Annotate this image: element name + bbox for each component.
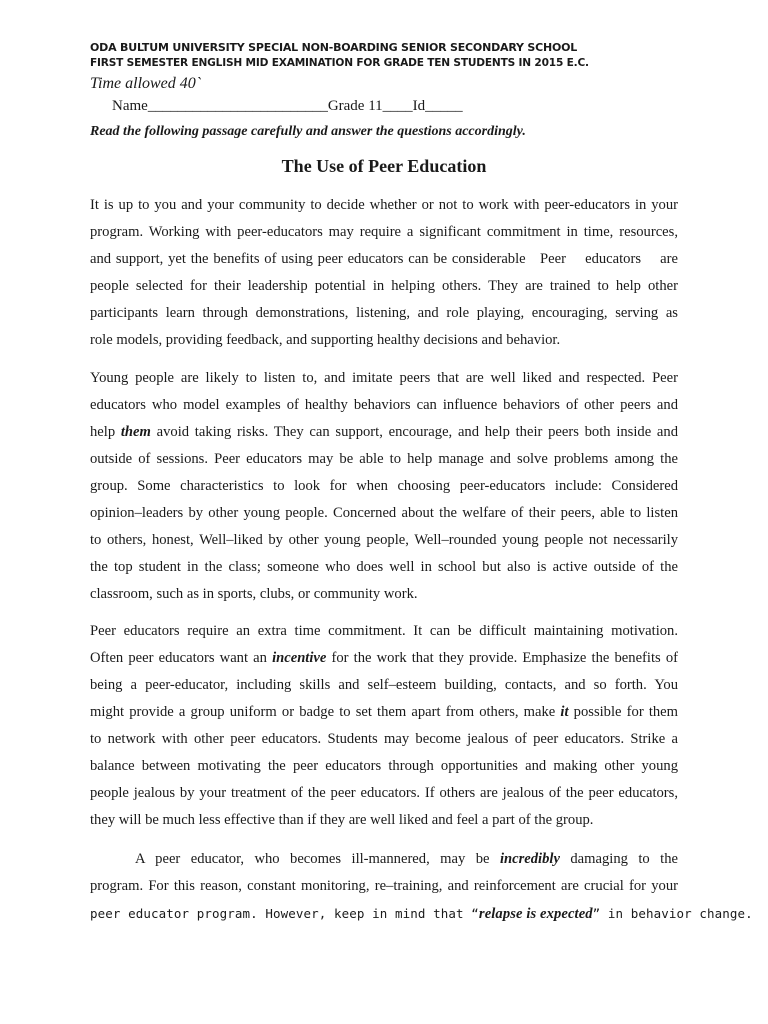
- paragraph-line: to network with other peer educators. Students may become jealous of peer educators. Strike a: [90, 731, 678, 747]
- text-run: help: [90, 424, 121, 440]
- student-info-line: Name________________________Grade 11____Id_____: [112, 98, 463, 114]
- paragraph-line: educators who model examples of healthy behaviors can influence behaviors of other peers and: [90, 397, 678, 413]
- text-run: Often peer educators want an: [90, 650, 273, 666]
- paragraph-2: [90, 365, 678, 608]
- time-allowed: Time allowed 40`: [90, 75, 202, 92]
- paragraph-line: Peer educators require an extra time commitment. It can be difficult maintaining motivation.: [90, 623, 678, 639]
- paragraph-line: the top student in the class; someone who does well in school but also is active outside of the: [90, 559, 678, 575]
- paragraph-line: opinion–leaders by other young people. Concerned about the welfare of their peers, able to listen: [90, 505, 678, 521]
- paragraph-line: [90, 900, 753, 928]
- paragraph-line: they will be much less effective than if they are well liked and feel a part of the group.: [90, 812, 594, 828]
- emphasized-word: incentive: [272, 650, 327, 666]
- paragraph-line: participants learn through demonstrations, listening, and role playing, encouraging, serving as: [90, 305, 678, 321]
- paragraph-line: and support, yet the benefits of using peer educators can be considerable Peer educators are: [90, 251, 678, 267]
- exam-title-heading: FIRST SEMESTER ENGLISH MID EXAMINATION FOR GRADE TEN STUDENTS IN 2015 E.C.: [90, 57, 589, 69]
- instructions: Read the following passage carefully and answer the questions accordingly.: [90, 124, 526, 139]
- paragraph-line: [90, 645, 678, 672]
- text-run: possible for them: [568, 704, 679, 720]
- paragraph-line: It is up to you and your community to decide whether or not to work with peer-educators in your: [90, 197, 678, 213]
- passage-title: The Use of Peer Education: [281, 156, 487, 176]
- paragraph-line: group. Some characteristics to look for when choosing peer-educators include: Considered: [90, 478, 678, 494]
- paragraph-line: outside of sessions. Peer educators may be able to help manage and solve problems among the: [90, 451, 678, 467]
- paragraph-line: [90, 846, 678, 873]
- paragraph-line: being a peer-educator, including skills and self–esteem building, contacts, and so forth. You: [90, 677, 678, 693]
- paragraph-4: [90, 846, 753, 928]
- paragraph-line: people jealous by your treatment of the peer educators. If others are jealous of the peer educators,: [90, 785, 678, 801]
- paragraph-line: Young people are likely to listen to, and imitate peers that are well liked and respected. Peer: [90, 370, 678, 386]
- text-run: for the work that they provide. Emphasize the benefits of: [326, 650, 678, 666]
- text-run: might provide a group uniform or badge to set them apart from others, make: [90, 704, 561, 720]
- text-run: A peer educator, who becomes ill-mannered, may be: [135, 851, 500, 867]
- paragraph-line: [90, 699, 678, 726]
- paragraph-line: role models, providing feedback, and supporting healthy decisions and behavior.: [90, 332, 561, 348]
- school-name-heading: ODA BULTUM UNIVERSITY SPECIAL NON-BOARDING SENIOR SECONDARY SCHOOL: [90, 41, 578, 54]
- emphasized-phrase: relapse is expected: [478, 906, 593, 922]
- paragraph-line: program. Working with peer-educators may require a significant commitment in time, resources,: [90, 224, 678, 240]
- paragraph-line: program. For this reason, constant monitoring, re–training, and reinforcement are crucial for your: [90, 878, 678, 894]
- paragraph-line: classroom, such as in sports, clubs, or community work.: [90, 586, 418, 602]
- text-run: ” in behavior change.: [592, 906, 753, 921]
- paragraph-line: [90, 419, 678, 446]
- emphasized-word: it: [560, 704, 569, 720]
- text-run: peer educator program. However, keep in mind that “: [90, 906, 479, 921]
- emphasized-word: incredibly: [499, 851, 560, 867]
- text-run: avoid taking risks. They can support, encourage, and help their peers both inside and: [150, 424, 678, 440]
- paragraph-1: [90, 192, 678, 354]
- paragraph-line: balance between motivating the peer educators through opportunities and making other young: [90, 758, 678, 774]
- paragraph-line: to others, honest, Well–liked by other young people, Well–rounded young people not necessarily: [90, 532, 678, 548]
- text-run: damaging to the: [559, 851, 678, 867]
- paragraph-3: [90, 618, 678, 834]
- emphasized-word: them: [120, 424, 151, 440]
- paragraph-line: people selected for their leadership potential in helping others. They are trained to help other: [90, 278, 678, 294]
